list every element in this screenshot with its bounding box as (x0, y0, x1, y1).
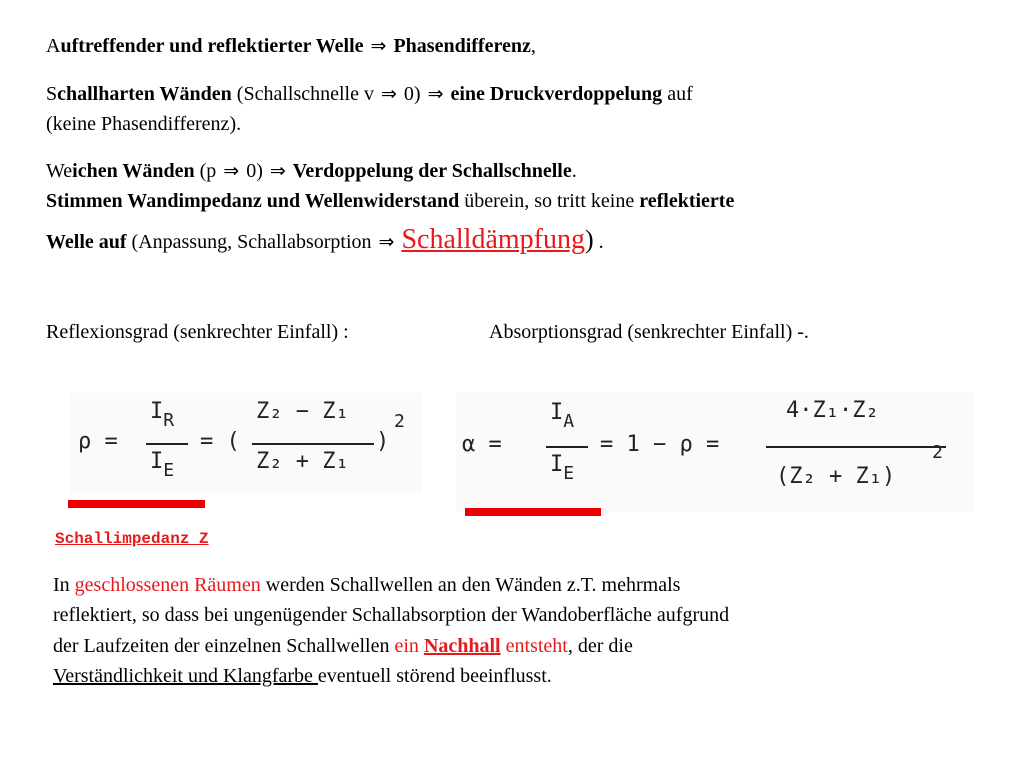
formula-lhs: ρ = (78, 429, 118, 454)
formula-lhs: α = (462, 432, 502, 457)
text: A (46, 35, 61, 57)
text: 0) (241, 160, 268, 182)
line-4 (46, 156, 577, 186)
bold-text: eine Druckverdoppelung (450, 83, 663, 105)
text: . (571, 160, 577, 182)
implies-arrow-icon: ⇒ (370, 35, 387, 57)
exponent: 2 (932, 442, 943, 463)
exponent: 2 (394, 411, 405, 432)
text: S (46, 83, 58, 105)
fraction-line (252, 443, 374, 445)
formula-operator: = 1 − ρ = (600, 432, 720, 457)
line-5 (46, 186, 734, 216)
formula-operator: = ( (200, 429, 240, 454)
implies-arrow-icon: ⇒ (427, 83, 444, 105)
underlined-text: Verständlichkeit und Klangfarbe (53, 665, 318, 687)
bold-text: Stimmen Wandimpedanz und Wellenwiderstand (46, 190, 460, 212)
fraction-numerator: $I_R$ (150, 399, 175, 431)
fraction-line (546, 446, 588, 448)
highlight-term: geschlossenen Räumen (74, 574, 261, 596)
paragraph-line: der Laufzeiten der einzelnen Schallwellen ein Nachhall entsteht, der die (53, 635, 633, 657)
fraction-numerator: $I_A$ (550, 400, 575, 432)
reflexion-formula (70, 393, 422, 493)
text: überein, so tritt keine (459, 190, 640, 212)
highlight-term: Schalldämpfung (401, 224, 585, 255)
paragraph-line: In geschlossenen Räumen werden Schallwellen an den Wänden z.T. mehrmals (53, 574, 681, 596)
fraction-line (766, 446, 946, 448)
text: (keine Phasendifferenz). (46, 113, 242, 135)
text: 0) (398, 83, 426, 105)
text: ) (584, 225, 594, 254)
text: . (593, 231, 604, 253)
section-heading: Schallimpedanz Z (55, 530, 209, 548)
paragraph-line: Verständlichkeit und Klangfarbe eventuell störend beeinflusst. (53, 665, 552, 687)
bold-text: Phasendifferenz (393, 35, 531, 57)
absorption-formula (456, 392, 974, 512)
line-2 (46, 79, 693, 109)
line-3 (46, 109, 241, 139)
red-underline-bar (465, 508, 601, 516)
implies-arrow-icon: ⇒ (223, 160, 240, 182)
text: (Anpassung, Schallabsorption (126, 231, 377, 253)
fraction-denominator: $I_E$ (150, 449, 175, 481)
bold-text: ichen Wänden (72, 160, 195, 182)
bold-text: uftreffender und reflektierter Welle (60, 35, 364, 57)
bold-text: challharten Wänden (57, 83, 232, 105)
bold-text: reflektierte (639, 190, 735, 212)
paragraph-line: reflektiert, so dass bei ungenügender Schallabsorption der Wandoberfläche aufgrund (53, 604, 730, 626)
line-1 (46, 31, 536, 61)
implies-arrow-icon: ⇒ (378, 231, 395, 253)
bold-text: Verdoppelung der Schallschnelle (292, 160, 572, 182)
absorption-label: Absorptionsgrad (senkrechter Einfall) -. (489, 321, 809, 343)
line-6 (46, 222, 604, 260)
fraction-denominator: Z₂ + Z₁ (256, 449, 349, 474)
text: auf (662, 83, 693, 105)
text: , (530, 35, 536, 57)
fraction-denominator: (Z₂ + Z₁) (776, 464, 896, 489)
text: We (46, 160, 73, 182)
bold-text: Welle auf (46, 231, 127, 253)
implies-arrow-icon: ⇒ (380, 83, 397, 105)
formula-operator: ) (376, 429, 390, 454)
fraction-denominator: $I_E$ (550, 452, 575, 484)
highlight-term: Nachhall (423, 635, 501, 657)
text: (Schallschnelle v (231, 83, 379, 105)
text: (p (194, 160, 222, 182)
reflexion-label: Reflexionsgrad (senkrechter Einfall) : (46, 321, 349, 343)
red-underline-bar (68, 500, 205, 508)
highlight-term: entsteht (505, 635, 568, 657)
fraction-numerator: 4·Z₁·Z₂ (786, 398, 879, 423)
fraction-numerator: Z₂ − Z₁ (256, 399, 349, 424)
implies-arrow-icon: ⇒ (269, 160, 286, 182)
highlight-term: ein (394, 635, 419, 657)
fraction-line (146, 443, 188, 445)
